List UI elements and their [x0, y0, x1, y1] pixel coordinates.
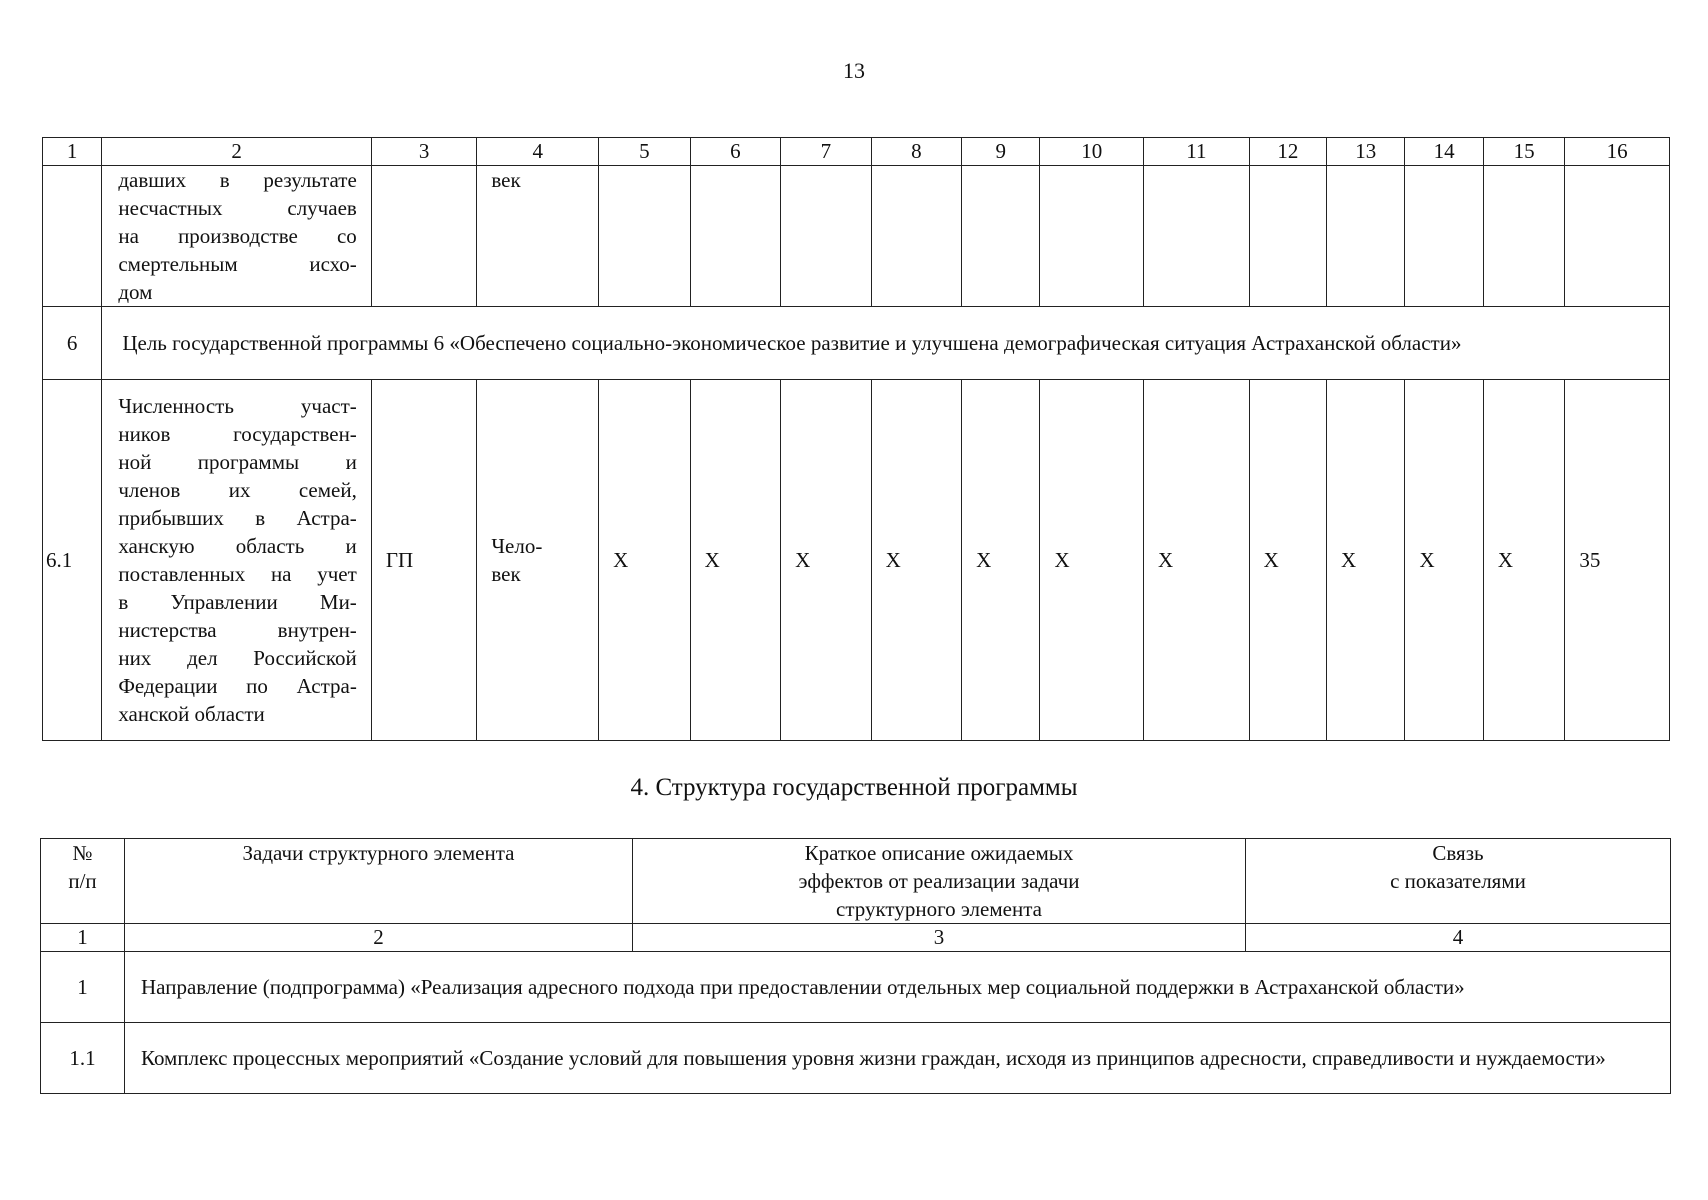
table-cell	[690, 166, 781, 307]
text-line: структурного элемента	[836, 897, 1042, 921]
value-text: 35	[1579, 548, 1601, 572]
text-line: смертельным исхо-	[118, 252, 357, 276]
column-number: 4	[1246, 924, 1671, 952]
value-text: Х	[885, 548, 901, 572]
column-header: 16	[1565, 138, 1670, 166]
column-header-tasks	[125, 839, 633, 924]
row-number: 6.1	[43, 380, 102, 741]
table-cell	[962, 166, 1040, 307]
column-number-row	[41, 924, 1671, 952]
text-line: нистерства внутрен-	[118, 618, 357, 642]
column-header: 4	[477, 138, 599, 166]
level-text: ГП	[385, 548, 414, 572]
column-header: 8	[871, 138, 962, 166]
row-number: 1.1	[41, 1023, 125, 1094]
text-line: Чело-	[491, 534, 543, 558]
text-line: на производстве со	[118, 224, 357, 248]
row-text: Направление (подпрограмма) «Реализация адресного подхода при предоставлении отдельных мер социальной поддержки в Астраханской области»	[141, 975, 1465, 999]
value-cell	[1483, 380, 1564, 741]
indicators-table	[42, 137, 1670, 741]
page-number: 13	[843, 58, 865, 83]
section-title: 4. Структура государственной программы	[630, 774, 1078, 801]
text-line: ной программы и	[118, 450, 357, 474]
text-line: членов их семей,	[118, 478, 357, 502]
value-cell	[1249, 380, 1326, 741]
table-cell	[1249, 166, 1326, 307]
value-text: Х	[1419, 548, 1435, 572]
value-text: Х	[1158, 548, 1174, 572]
column-header: 9	[962, 138, 1040, 166]
value-cell	[1565, 380, 1670, 741]
text-line: №	[72, 841, 93, 865]
table-cell	[781, 166, 872, 307]
value-cell	[1040, 380, 1144, 741]
text-line: прибывших в Астра-	[118, 506, 357, 530]
column-header: 5	[599, 138, 691, 166]
column-number: 2	[125, 924, 633, 952]
goal-cell	[102, 307, 1670, 380]
table-cell	[871, 166, 962, 307]
table-cell	[43, 166, 102, 307]
table-row	[41, 952, 1671, 1023]
column-header: 6	[690, 138, 781, 166]
row-text-cell	[125, 1023, 1671, 1094]
column-header: 15	[1483, 138, 1564, 166]
text-line: Связь	[1432, 841, 1484, 865]
table-row	[41, 1023, 1671, 1094]
table-row-indicator	[43, 380, 1670, 741]
row-text-cell	[125, 952, 1671, 1023]
table-cell	[1405, 166, 1483, 307]
row-number: 1	[41, 952, 125, 1023]
text-line: эффектов от реализации задачи	[798, 869, 1080, 893]
value-cell	[1405, 380, 1483, 741]
table-cell	[1040, 166, 1144, 307]
table-cell	[1144, 166, 1250, 307]
value-text: Х	[1054, 548, 1070, 572]
column-header: 11	[1144, 138, 1250, 166]
column-header: 12	[1249, 138, 1326, 166]
column-header-number	[41, 839, 125, 924]
value-text: Х	[704, 548, 720, 572]
column-header: 2	[102, 138, 371, 166]
column-header-link	[1246, 839, 1671, 924]
unit-text: век	[491, 168, 521, 192]
table-row-continuation	[43, 166, 1670, 307]
structure-table	[40, 838, 1671, 1094]
text-line: Численность участ-	[118, 394, 357, 418]
row-number: 6	[43, 307, 102, 380]
text-line: поставленных на учет	[118, 562, 357, 586]
column-header: 13	[1327, 138, 1405, 166]
column-header: 7	[781, 138, 872, 166]
text-line: ханской области	[118, 702, 265, 726]
text-line: п/п	[68, 869, 97, 893]
column-header: 14	[1405, 138, 1483, 166]
text-line: давших в результате	[118, 168, 357, 192]
value-text: Х	[1497, 548, 1514, 572]
text-line: них дел Российской	[118, 646, 357, 670]
table-header-row	[41, 839, 1671, 924]
indicator-name-cell	[102, 166, 371, 307]
column-number: 3	[633, 924, 1246, 952]
table-cell	[1483, 166, 1564, 307]
column-header: 10	[1040, 138, 1144, 166]
value-cell	[690, 380, 781, 741]
value-text: Х	[1263, 548, 1279, 572]
column-header: 3	[371, 138, 477, 166]
table-cell	[371, 166, 477, 307]
text-line: ханскую область и	[118, 534, 357, 558]
column-header: 1	[43, 138, 102, 166]
text-line: ников государствен-	[118, 422, 357, 446]
value-cell	[871, 380, 962, 741]
goal-text: Цель государственной программы 6 «Обеспечено социально-экономическое развитие и улучшена демографическая ситуация Астраханской области»	[122, 331, 1462, 355]
text-line: Задачи структурного элемента	[242, 841, 515, 865]
table-cell	[1327, 166, 1405, 307]
text-line: несчастных случаев	[118, 196, 357, 220]
unit-cell	[477, 166, 599, 307]
text-line: с показателями	[1390, 869, 1526, 893]
value-cell	[781, 380, 872, 741]
table-cell	[599, 166, 691, 307]
value-text: Х	[613, 548, 629, 572]
value-cell	[1327, 380, 1405, 741]
text-line: Федерации по Астра-	[118, 674, 357, 698]
value-cell	[1144, 380, 1250, 741]
row-text: Комплекс процессных мероприятий «Создание условий для повышения уровня жизни граждан, исходя из принципов адресности, справедливости и нуждаемости»	[141, 1046, 1606, 1070]
text-line: Краткое описание ожидаемых	[804, 841, 1074, 865]
table-header-row	[43, 138, 1670, 166]
text-line: в Управлении Ми-	[118, 590, 357, 614]
unit-cell	[477, 380, 599, 741]
text-line: век	[491, 562, 521, 586]
table-cell	[1565, 166, 1670, 307]
value-text: Х	[976, 548, 992, 572]
value-cell	[962, 380, 1040, 741]
column-header-effects	[633, 839, 1246, 924]
level-cell	[371, 380, 477, 741]
table-row-goal	[43, 307, 1670, 380]
value-text: Х	[1341, 548, 1357, 572]
value-cell	[599, 380, 691, 741]
indicator-name-cell	[102, 380, 371, 741]
column-number: 1	[41, 924, 125, 952]
value-text: Х	[795, 548, 811, 572]
text-line: дом	[118, 280, 153, 304]
